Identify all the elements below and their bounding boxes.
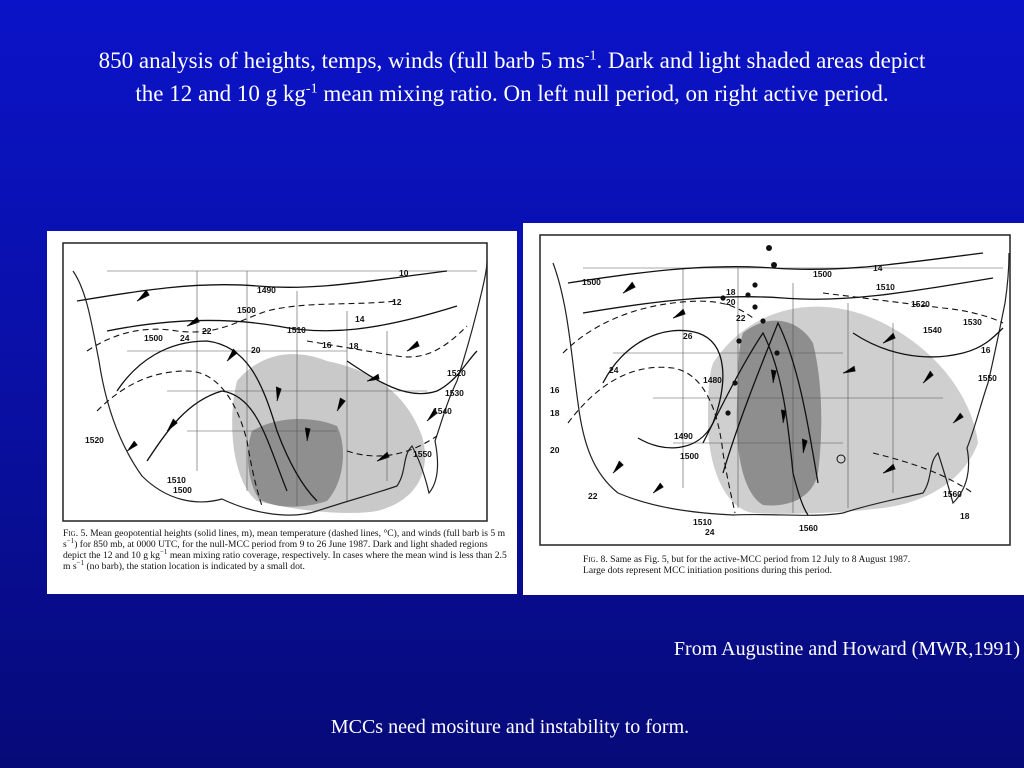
footer-note: MCCs need mositure and instability to form. [330,716,690,738]
height-label: 1530 [963,317,982,327]
temp-label: 24 [609,365,619,375]
temp-label: 12 [392,297,402,307]
height-label: 1550 [413,449,432,459]
height-label: 1510 [167,475,186,485]
temp-label: 18 [726,287,736,297]
height-label: 1510 [287,325,306,335]
height-label: 1510 [693,517,712,527]
height-label: 1500 [813,269,832,279]
height-label: 1530 [445,388,464,398]
source-credit: From Augustine and Howard (MWR,1991) [673,638,1020,660]
height-label: 1550 [978,373,997,383]
temp-label: 24 [180,333,190,343]
temp-label: 14 [873,263,883,273]
height-label: 1560 [943,489,962,499]
temp-label: 20 [726,297,736,307]
temp-label: 20 [550,445,560,455]
height-label: 1540 [923,325,942,335]
figure-5-null-period [47,231,517,594]
temp-label: 10 [399,268,409,278]
height-label: 1520 [447,368,466,378]
temp-label: 16 [981,345,991,355]
temp-label: 16 [322,340,332,350]
temp-label: 26 [683,331,693,341]
temp-label: 14 [355,314,365,324]
height-label: 1490 [674,431,693,441]
temp-label: 22 [736,313,746,323]
height-label: 1500 [144,333,163,343]
map-850mb-active-period [523,223,1024,595]
slide-title: 850 analysis of heights, temps, winds (full barb 5 $ms^{-1}$. Dark and light shaded areas depict the 12 and 10 g $kg^{-1}$ mean mixing ratio. On left null period, on right active period. [98,48,926,106]
figure-8-active-period [523,223,1024,595]
height-label: 1490 [257,285,276,295]
height-label: 1540 [433,406,452,416]
dark-shaded-region [737,321,822,506]
temp-label: 18 [960,511,970,521]
height-label: 1500 [173,485,192,495]
temp-label: 22 [588,491,598,501]
figure-5-caption: Fig. 5. Mean geopotential heights (solid lines, m), mean temperature (dashed lines, °C), and winds (full barb is 5 m $s^{-1}$) for 850 mb, at 0000 UTC, for the null-MCC period from 9 to 26 June 1987. Dark and light shaded regions depict the 12 and 10 g $kg^{-1}$ mean mixing ratio coverage, respectively. In cases where the mean wind is less than 2.5 m $s^{-1}$ (no barb), the station location is indicated by a small dot. [63,528,507,572]
height-label: 1560 [799,523,818,533]
figure-8-caption: Fig. 8. Same as Fig. 5, but for the active-MCC period from 12 July to 8 August 1987. Large dots represent MCC initiation positions during this period. [583,554,911,576]
temp-label: 16 [550,385,560,395]
height-label: 1520 [911,299,930,309]
dark-shaded-region [248,419,343,507]
height-label: 1480 [703,375,722,385]
height-label: 1510 [876,282,895,292]
temp-label: 18 [550,408,560,418]
temp-label: 24 [705,527,715,537]
height-label: 1500 [237,305,256,315]
height-label: 1520 [85,435,104,445]
temp-label: 18 [349,341,359,351]
temp-label: 20 [251,345,261,355]
height-label: 1500 [582,277,601,287]
temp-label: 22 [202,326,212,336]
height-label: 1500 [680,451,699,461]
